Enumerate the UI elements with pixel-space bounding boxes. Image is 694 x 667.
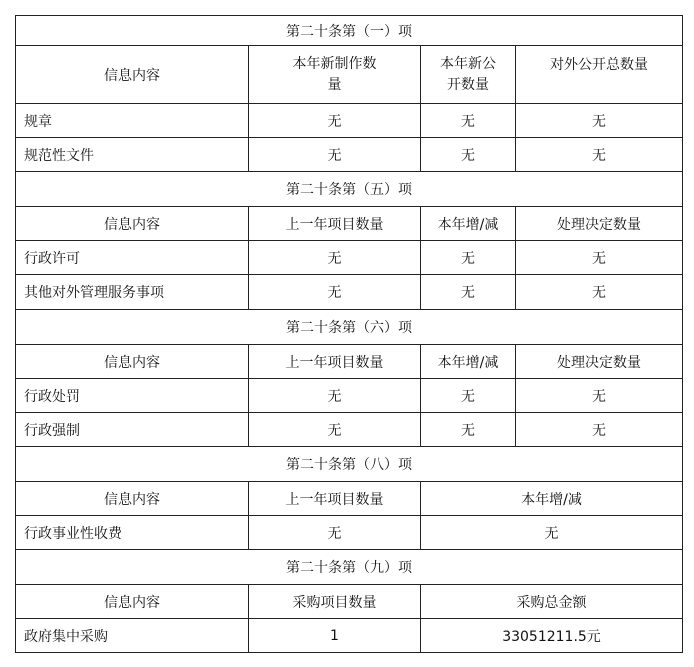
header-cell: 处理决定数量: [516, 207, 683, 241]
row-value: 无: [421, 275, 516, 310]
row-value: 无: [516, 413, 683, 447]
row-value: 1: [249, 619, 421, 653]
table-row: [16, 275, 683, 310]
section-title: 第二十条第（一）项: [16, 16, 683, 46]
table-row: [16, 241, 683, 275]
row-label: 行政强制: [16, 413, 249, 447]
section-title-row: [16, 310, 683, 345]
header-cell: 本年增/减: [421, 482, 683, 516]
header-cell: 本年增/减: [421, 207, 516, 241]
row-value: 无: [516, 379, 683, 413]
row-value: 无: [516, 138, 683, 172]
row-value: 无: [249, 379, 421, 413]
header-cell: [421, 46, 516, 104]
header-cell: 信息内容: [16, 46, 249, 104]
row-value: 无: [421, 413, 516, 447]
table-row: [16, 413, 683, 447]
table-row: [16, 379, 683, 413]
header-cell: 信息内容: [16, 207, 249, 241]
row-label: 行政处罚: [16, 379, 249, 413]
section-title-row: [16, 16, 683, 46]
disclosure-table: [15, 15, 683, 653]
table-row: [16, 516, 683, 550]
row-value: 无: [249, 138, 421, 172]
header-cell: 信息内容: [16, 482, 249, 516]
row-label: 政府集中采购: [16, 619, 249, 653]
header-cell: [249, 46, 421, 104]
header-cell: 上一年项目数量: [249, 482, 421, 516]
row-value: 无: [249, 275, 421, 310]
header-cell: 信息内容: [16, 585, 249, 619]
header-row: [16, 345, 683, 379]
table-row: [16, 104, 683, 138]
row-value: 无: [249, 104, 421, 138]
header-text: 本年新制作数量: [292, 55, 377, 93]
row-value: 无: [421, 379, 516, 413]
header-row: [16, 207, 683, 241]
section-title: 第二十条第（八）项: [16, 447, 683, 482]
row-value: 无: [421, 138, 516, 172]
row-value: 无: [516, 104, 683, 138]
row-value: 无: [516, 275, 683, 310]
table-row: [16, 619, 683, 653]
row-label: 规范性文件: [16, 138, 249, 172]
header-cell: 信息内容: [16, 345, 249, 379]
section-title: 第二十条第（六）项: [16, 310, 683, 345]
header-cell: 上一年项目数量: [249, 207, 421, 241]
row-value: 无: [249, 413, 421, 447]
header-cell: 采购总金额: [421, 585, 683, 619]
row-value: 33051211.5元: [421, 619, 683, 653]
header-cell: 采购项目数量: [249, 585, 421, 619]
section-title: 第二十条第（五）项: [16, 172, 683, 207]
row-label: 规章: [16, 104, 249, 138]
disclosure-table-wrapper: [15, 15, 683, 653]
row-value: 无: [516, 241, 683, 275]
header-row: [16, 482, 683, 516]
section-title-row: [16, 447, 683, 482]
section-title-row: [16, 172, 683, 207]
row-label: 行政事业性收费: [16, 516, 249, 550]
row-value: 无: [249, 516, 421, 550]
header-row: [16, 46, 683, 104]
section-title-row: [16, 550, 683, 585]
row-label: 其他对外管理服务事项: [16, 275, 249, 310]
row-value: 无: [421, 516, 683, 550]
header-cell: 处理决定数量: [516, 345, 683, 379]
row-label: 行政许可: [16, 241, 249, 275]
section-title: 第二十条第（九）项: [16, 550, 683, 585]
table-row: [16, 138, 683, 172]
header-cell: 上一年项目数量: [249, 345, 421, 379]
row-value: 无: [421, 104, 516, 138]
header-row: [16, 585, 683, 619]
header-cell: 本年增/减: [421, 345, 516, 379]
row-value: 无: [421, 241, 516, 275]
row-value: 无: [249, 241, 421, 275]
header-text: 本年新公开数量: [440, 55, 496, 93]
header-cell: 对外公开总数量: [516, 46, 683, 104]
